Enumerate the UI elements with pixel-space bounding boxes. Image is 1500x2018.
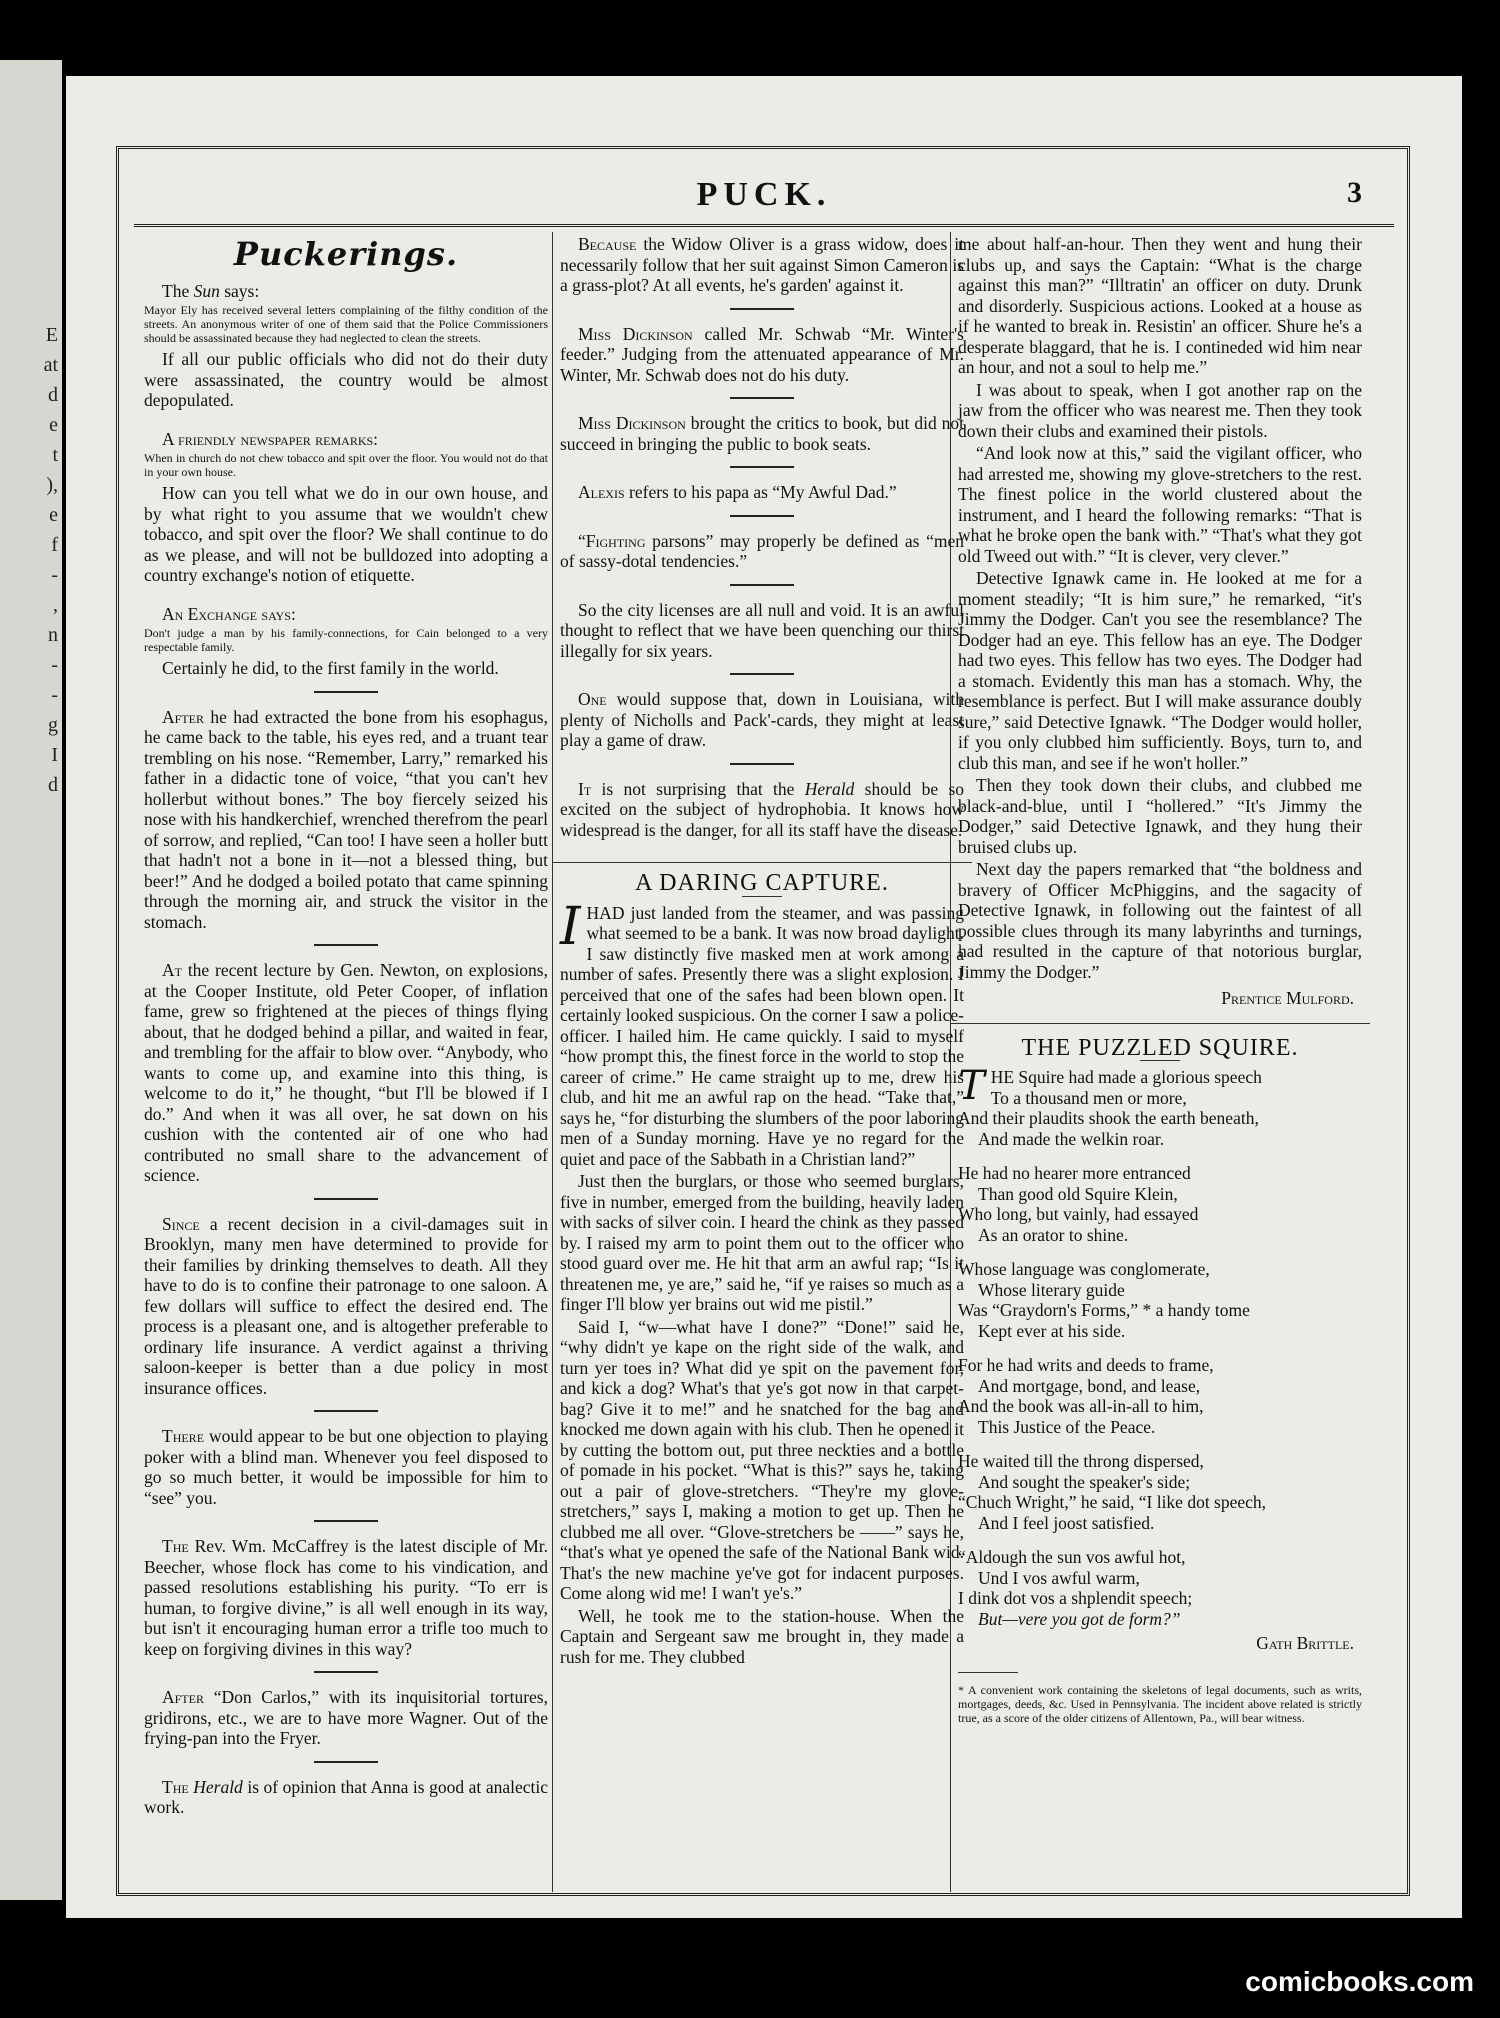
article-paragraph: “And look now at this,” said the vigilant officer, who had arrested me, showing my glove-stretchers to the rest. The finest police in the world clustered about the instrument, and I heard the following remarks: “That is what he broke open the bank with.” “That's what they got old Tweed out with.” “It is clever, very clever.” [958, 443, 1362, 566]
masthead-rule [134, 224, 1394, 227]
poem-stanza [958, 1355, 1362, 1437]
poem-line: He waited till the throng dispersed, [958, 1451, 1204, 1471]
separator-rule [314, 691, 378, 693]
paragraph [144, 1426, 548, 1508]
lead-word: Miss Dickinson [578, 413, 686, 433]
poem-line: And their plaudits shook the earth beneath, [958, 1108, 1259, 1128]
poem-line: This Justice of the Peace. [978, 1416, 1156, 1437]
poem-line: “Aldough the sun vos awful hot, [958, 1547, 1186, 1567]
prev-page-glyph: g [48, 714, 58, 736]
prev-page-glyph: at [43, 354, 58, 376]
poem-title: THE PUZZLED SQUIRE. [1021, 1034, 1299, 1061]
paragraph [560, 779, 964, 841]
paper-name: Herald [193, 1776, 243, 1797]
paragraph-text: a recent decision in a civil-damages suit in Brooklyn, many men have determined to provide for their families by drinking themselves to death. All they have to do is to confine their patronage to one saloon. A few dollars will suffice to effect the desired end. The process is a pleasant one, and is altogether preferable to ordinary life insurance. A verdict against a thriving saloon-keeper is better than a due policy in most insurance offices. [144, 1213, 548, 1398]
poem-line: “Chuch Wright,” he said, “I like dot speech, [958, 1492, 1267, 1512]
lead-word: It [578, 778, 592, 799]
poem-stanza [958, 1163, 1362, 1245]
lead-word: “Fighting [578, 530, 646, 551]
item-body: How can you tell what we do in our own house, and by what right to you assume that we wouldn't chew tobacco, and spit over the floor? We shall continue to do as we please, and will not be bulldozed into adopting a country exchange's notion of etiquette. [144, 483, 548, 585]
prev-page-glyph: t [52, 444, 58, 466]
poem-line: Kept ever at his side. [978, 1320, 1126, 1341]
item-lead-tail: says: [219, 280, 260, 301]
separator-rule [730, 397, 794, 399]
poem-line: Und I vos awful warm, [978, 1567, 1140, 1588]
paragraph-text: “Don Carlos,” with its inquisitorial tortures, gridirons, etc., we are to have more Wagner. Out of the frying-pan into the Fryer. [144, 1687, 548, 1748]
paragraph [560, 600, 964, 662]
paragraph-text: brought the critics to book, but did not succeed in bringing the public to book seats. [560, 413, 964, 454]
prev-page-glyph: E [45, 324, 58, 346]
lead-word: Miss Dickinson [578, 323, 693, 344]
item-lead: A friendly newspaper remarks: [162, 428, 379, 449]
paragraph [144, 1536, 548, 1659]
paragraph [144, 960, 548, 1186]
drop-cap: I [560, 896, 581, 957]
drop-cap: T [958, 1063, 985, 1109]
separator-rule [314, 1410, 378, 1412]
prev-page-glyph: ), [46, 474, 58, 496]
paragraph [144, 1777, 548, 1818]
paragraph [144, 1687, 548, 1749]
separator-rule [314, 1761, 378, 1763]
item-body: Certainly he did, to the first family in the world. [162, 658, 499, 678]
paragraph [560, 531, 964, 572]
article-paragraph: me about half-an-hour. Then they went and hung their clubs up, and says the Captain: “What is the charge against this man?” “Illtratin' an officer on duty. Drunk and disorderly. Suspicious actions. Looked at a house as if he wanted to break in. Resistin' an officer. Shure he's a desperate blaggard, that he is. I contineded wid him near an hour, and not a soul to help me.” [958, 234, 1362, 377]
paragraph-text: refers to his papa as “My Awful Dad.” [624, 482, 897, 502]
section-rule [552, 862, 972, 863]
paragraph [560, 413, 964, 454]
article-paragraph: Detective Ignawk came in. He looked at me for a moment steadily; “It is him sure,” he remarked, “it's Jimmy the Dodger. Can't you see the resemblance? The Dodger had an eye. This fellow has an eye. The Dodger had two eyes. This fellow has two eyes. The Dodger had a stomach. Evidently this man has a stomach. Why, the resemblance is perfect. But I will make assurance doubly sure,” said Detective Ignawk. “The Dodger would holler, if you only clubbed him sufficiently. Boys, turn to, and club this man, and see if he won't holler.” [958, 568, 1362, 773]
quoted-text: Don't judge a man by his family-connections, for Cain belonged to a very respectable family. [144, 626, 548, 654]
separator-rule [730, 308, 794, 310]
poem-line: To a thousand men or more, [990, 1087, 1187, 1108]
paragraph-text: would appear to be but one objection to playing poker with a blind man. Whenever you feel disposed to go so much better, it would be impossible for him to “see” you. [144, 1426, 548, 1508]
paragraph-text: HAD just landed from the steamer, and was passing what seemed to be a bank. It was now broad daylight. I saw distinctly five masked men at work among a number of safes. Presently there was a slight explosion. I perceived that one of the safes had been blown open. It certainly looked suspicious. On the corner I saw a police-officer. I hailed him. He came quickly. I said to myself “how prompt this, the finest force in the world to stop the career of crime.” He came straight up to me, drew his club, and hit me an awful rap on the head. “Take that,” says he, “for disturbing the slumbers of the poor laboring men of a Sunday morning. Have ye no regard for the quiet and pace of the Sabbath in a Christian land?” [560, 902, 964, 1169]
separator-rule [730, 763, 794, 765]
poem-stanza [958, 1063, 1362, 1149]
poem-line: And the book was all-in-all to him, [958, 1396, 1204, 1416]
paragraph-text: should be so excited on the subject of hydrophobia. It knows how widespread is the danger, for all its staff have the disease. [560, 778, 965, 840]
separator-rule [314, 1198, 378, 1200]
column-1 [144, 234, 548, 1924]
paragraph-text: is of opinion that Anna is good at analectic work. [144, 1776, 549, 1817]
previous-page-edge [0, 60, 62, 1900]
lead-word: Because [578, 234, 637, 254]
article-paragraph: Then they took down their clubs, and clubbed me black-and-blue, until I “hollered.” “It's Jimmy the Dodger,” said Detective Ignawk, and they hung their bruised clubs up. [958, 775, 1362, 857]
page-number: 3 [1347, 176, 1362, 209]
section-heading: Puckerings. [233, 235, 459, 273]
column-divider [552, 232, 553, 1892]
lead-word: Since [162, 1213, 200, 1234]
article-paragraph: I was about to speak, when I got another rap on the jaw from the officer who was nearest me. Then they took down their clubs and examined their pistols. [958, 379, 1362, 441]
column-3 [958, 234, 1362, 1924]
separator-rule [314, 944, 378, 946]
poem-line-text: HE Squire had made a glorious speech [990, 1067, 1262, 1087]
quoted-text: When in church do not chew tobacco and spit over the floor. You would not do that in your own house. [144, 451, 548, 479]
item-body: If all our public officials who did not do their duty were assassinated, the country would be almost depopulated. [144, 349, 548, 410]
footnote-rule [958, 1672, 1018, 1673]
magazine-page [66, 76, 1462, 1918]
item-lead: An Exchange says: [162, 603, 296, 624]
paper-name: Herald [804, 778, 855, 799]
paragraph [560, 482, 964, 503]
paragraph-text: Rev. Wm. McCaffrey is the latest disciple of Mr. Beecher, whose flock has come to his vindication, and passed resolutions establishing his purity. “To err is human, to forgive divine,” is all well enough in its way, but isn't it encouraging human error a trifle too much to keep on forgiving divines in this way? [144, 1536, 548, 1659]
paragraph-text: would suppose that, down in Louisiana, with plenty of Nicholls and Pack'-cards, they might at least play a game of draw. [560, 689, 964, 750]
poem-line: And I feel joost satisfied. [978, 1512, 1155, 1533]
poem-line: Whose literary guide [978, 1279, 1125, 1300]
prev-page-glyph: - [51, 684, 58, 706]
article-paragraph [560, 896, 964, 1170]
article-paragraph: Just then the burglars, or those who seemed burglars, five in number, emerged from the building, heavily laden with sacks of silver coin. I heard the chink as they passed by. I raised my arm to point them out to the officer who stood guard over me. He hit that arm an awful rap; “Is it threatenen me, ye are,” said he, “if ye raises so much as a finger I'll blow yer brains out wid me pistil.” [560, 1171, 964, 1314]
article-paragraph: Next day the papers remarked that “the boldness and bravery of Officer McPhiggins, and the sagacity of Detective Ignawk, in following out the faintest of all possible clues through its many labyrinths and turnings, had resulted in the capture of that notorious burglar, Jimmy the Dodger.” [958, 859, 1362, 982]
quoted-text: Mayor Ely has received several letters complaining of the filthy condition of the streets. An anonymous writer of one of them said that the Police Commissioners should be assassinated because they had neglected to clean the streets. [144, 303, 548, 345]
prev-page-glyph: f [51, 534, 58, 556]
lead-word: The [162, 1536, 189, 1556]
poem-stanza [958, 1547, 1362, 1629]
prev-page-glyph: I [51, 744, 58, 766]
poem-line: And sought the speaker's side; [978, 1471, 1191, 1492]
separator-rule [730, 466, 794, 468]
paragraph [144, 1214, 548, 1399]
separator-rule [730, 673, 794, 675]
poem-line: For he had writs and deeds to frame, [958, 1355, 1214, 1375]
footnote: * A convenient work containing the skeletons of legal documents, such as writs, mortgages, deeds, &c. Used in Pennsylvania. The incident above related is strictly true, as a score of the older citizens of Allentown, Pa., will bear witness. [958, 1682, 1362, 1725]
paragraph-text: he had extracted the bone from his esophagus, he came back to the table, his eyes red, and a truant tear trembling on his nose. “Remember, Larry,” remarked his father in a didactic tone of voice, “that you can't hev hollerbut without bones.” The boy fiercely seized his nose with his handkerchief, wrenched therefrom the pearl of sorrow, and replied, “Can too! I have seen a holler butt that hadn't not a bone in it—not a blessed thing, but beer!” And he dodged a boiled potato that came spinning through the morning air, and struck the visitor in the stomach. [144, 706, 548, 932]
paragraph-text: the Widow Oliver is a grass widow, does it necessarily follow that her suit against Simon Cameron is a grass-plot? At all events, he's garden' against it. [560, 234, 964, 295]
lead-word: At [162, 960, 182, 980]
poem-line: But—vere you got de form?” [978, 1608, 1181, 1629]
paragraph [560, 689, 964, 751]
poem-line: He had no hearer more entranced [958, 1163, 1191, 1183]
paragraph [560, 234, 964, 296]
section-rule [950, 1023, 1370, 1024]
prev-page-glyph: e [49, 504, 58, 526]
poem-stanza [958, 1259, 1362, 1341]
article-title: A DARING CAPTURE. [635, 870, 889, 896]
separator-rule [730, 515, 794, 517]
watermark: comicbooks.com [1245, 1966, 1474, 1997]
item-sun [144, 281, 548, 411]
prev-page-glyph: d [48, 774, 58, 796]
poem-stanza [958, 1451, 1362, 1533]
lead-word: Alexis [578, 482, 625, 502]
poem-line: As an orator to shine. [978, 1224, 1129, 1245]
separator-rule [730, 584, 794, 586]
article-paragraph: Well, he took me to the station-house. When the Captain and Sergeant saw me brought in, they made a rush for me. They clubbed [560, 1605, 964, 1667]
article-paragraph: Said I, “w—what have I done?” “Done!” said he, “why didn't ye kape on the right side of the walk, and turn yer toes in? What did ye spit on the pavement for, and kick a dog? What's that ye's got now in that carpet-bag? Give it to me!” and he snatched for the bag and knocked me down again with his club. Then he opened it by cutting the bottom out, put three neckties and a bottle of pomade in his pocket. “What is this?” says he, taking out a pair of glove-stretchers. “They're my glove-stretchers,” says I, making a motion to get up. Then he clubbed me all over. “Glove-stretchers be ——” says he, “that's what ye opened the safe of the National Bank wid. That's the new machine ye've got for indacent purposes. Come along wid me! I wan't ye's.” [560, 1316, 964, 1603]
poem-line: Whose language was conglomerate, [958, 1259, 1210, 1279]
poem-line: Than good old Squire Klein, [978, 1183, 1178, 1204]
paragraph-text: parsons” may properly be defined as “men of sassy-dotal tendencies.” [560, 530, 964, 571]
prev-page-glyph: d [48, 384, 58, 406]
poem-byline: Gath Brittle. [1256, 1633, 1354, 1653]
prev-page-glyph: e [49, 414, 58, 436]
poem-line: And mortgage, bond, and lease, [978, 1375, 1201, 1396]
lead-word: The [162, 1776, 189, 1797]
separator-rule [314, 1520, 378, 1522]
poem-line: And made the welkin roar. [978, 1128, 1165, 1149]
column-2 [560, 234, 964, 1924]
poem-line: Was “Graydorn's Forms,” * a handy tome [958, 1300, 1250, 1320]
item-lead: The [162, 280, 194, 301]
poem-line: Who long, but vainly, had essayed [958, 1204, 1199, 1224]
prev-page-glyph: - [51, 564, 58, 586]
poem-line: I dink dot vos a shplendit speech; [958, 1588, 1193, 1608]
lead-word: One [578, 689, 607, 709]
paragraph-text: is not surprising that the [591, 778, 805, 799]
article-byline: Prentice Mulford. [1221, 988, 1354, 1008]
masthead-title: PUCK. [696, 176, 832, 213]
paragraph-text: called Mr. Schwab “Mr. Winter's feeder.” Judging from the attenuated appearance of Mr. Winter, Mr. Schwab does not do his duty. [560, 323, 964, 385]
lead-word: After [162, 706, 204, 727]
prev-page-glyph: , [53, 594, 58, 616]
paragraph [144, 707, 548, 933]
lead-word: There [162, 1426, 205, 1446]
paragraph [560, 324, 964, 386]
lead-word: After [162, 1687, 204, 1707]
prev-page-glyph: n [48, 624, 58, 646]
item-exchange [144, 604, 548, 679]
prev-page-glyph: - [51, 654, 58, 676]
paper-name: Sun [193, 280, 220, 301]
paragraph-text: So the city licenses are all null and void. It is an awful thought to reflect that we have been quenching our thirst illegally for six years. [560, 599, 964, 661]
separator-rule [314, 1671, 378, 1673]
item-friendly [144, 429, 548, 586]
paragraph-text: the recent lecture by Gen. Newton, on explosions, at the Cooper Institute, old Peter Cooper, of inflation fame, grew so frightened at the pieces of things flying about, that he dodged behind a pillar, and waited in fear, and trembling for the affair to blow over. “Anybody, who wants to come up, and examine into this thing, is welcome to do it,” he thought, “but I'll be blowed if I do.” And when it was all over, he sat down on his cushion with the contented air of one who had contributed no small share to the advancement of science. [144, 960, 548, 1185]
